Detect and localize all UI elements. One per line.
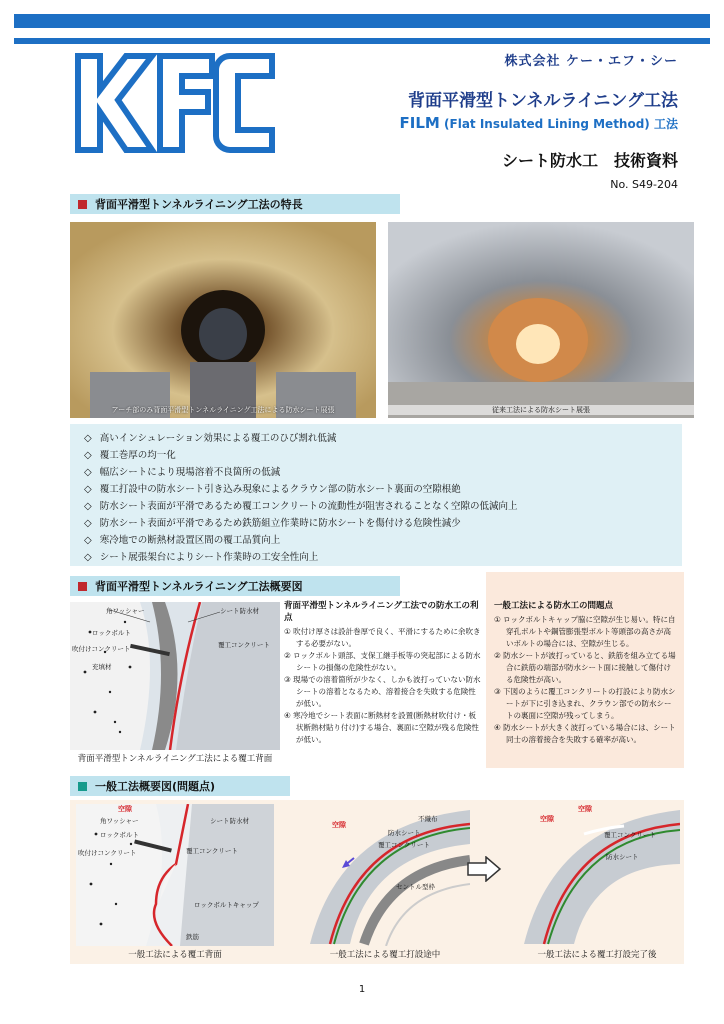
label-void-1: 空隙	[118, 805, 132, 813]
list-item: ◇ 寒冷地での断熱材設置区間の覆工品質向上	[84, 532, 668, 549]
photo-left-caption: アーチ部のみ背面平滑型トンネルライニング工法による防水シート展張	[111, 406, 335, 414]
label-lining: 覆工コンクリート	[218, 641, 270, 649]
diamond-bullet-icon: ◇	[84, 501, 92, 512]
photo-film-method	[70, 222, 376, 418]
diamond-bullet-icon: ◇	[84, 535, 92, 546]
overview-section	[70, 600, 482, 766]
label-washer: 角ワッシャー	[106, 607, 145, 615]
film-suffix: 工法	[653, 117, 678, 131]
right-arrow-icon	[466, 856, 502, 882]
problems-title: 一般工法による防水工の問題点	[494, 601, 614, 611]
overview-diagram-caption: 背面平滑型トンネルライニング工法による覆工背面	[77, 754, 273, 764]
pouring-in-progress-diagram	[300, 804, 470, 946]
list-item: ① 吹付け厚さは設計巻厚で良く、平滑にするために余吹きする必要がない。	[284, 627, 481, 648]
list-item: ◇ 高いインシュレーション効果による覆工のひび割れ低減	[84, 430, 668, 447]
list-item: ④ 寒冷地でシート表面に断熱材を設置(断熱材吹付け・板状断熱材貼り付け)する場合、裏面に空隙が残る危険性が低い。	[284, 711, 479, 744]
label-shotcrete: 吹付けコンクリート	[72, 645, 131, 653]
label-lining-2: 覆工コンクリート	[186, 847, 238, 855]
label-void-4: 空隙	[540, 815, 554, 823]
film-cross-section-diagram	[70, 602, 280, 750]
features-list	[70, 424, 682, 566]
list-item: ◇ 覆工巻厚の均一化	[84, 447, 668, 464]
label-waterproof-1: 防水シート	[388, 829, 421, 837]
problems-block	[486, 572, 684, 768]
pouring-complete-diagram	[514, 804, 680, 946]
top-blue-band	[14, 14, 710, 28]
teal-square-icon	[78, 782, 87, 791]
general-cross-section-diagram	[76, 804, 274, 946]
list-item: ③ 下図のように覆工コンクリートの打設により防水シートが下に引き込まれ、クラウン部での防水シートの裏面に空隙が残ってしまう。	[494, 687, 676, 720]
label-void-2: 空隙	[332, 821, 346, 829]
diamond-bullet-icon: ◇	[84, 484, 92, 495]
general-caption-3: 一般工法による覆工打設完了後	[537, 950, 657, 960]
label-sheet-2: シート防水材	[210, 817, 249, 825]
label-nonwoven: 不織布	[418, 815, 438, 823]
diamond-bullet-icon: ◇	[84, 552, 92, 563]
diamond-bullet-icon: ◇	[84, 518, 92, 529]
kfc-logo	[70, 48, 280, 158]
list-item: ① ロックボルトキャップ脇に空隙が生じ易い。特に自穿孔ボルトや鋼管膨張型ボルト等頭部の高さが高いボルトの場合には、空隙が生じる。	[494, 615, 676, 648]
label-lining-3: 覆工コンクリート	[378, 841, 430, 849]
document-number: No. S49-204	[610, 178, 678, 191]
red-square-icon	[78, 582, 87, 591]
list-item: ④ 防水シートが大きく波打っている場合には、シート同士の溶着接合を失敗する確率が高い。	[494, 723, 676, 744]
red-square-icon	[78, 200, 87, 209]
general-method-section	[70, 800, 684, 964]
label-bolt-cap: ロックボルトキャップ	[194, 901, 259, 909]
general-caption-2: 一般工法による覆工打設途中	[329, 950, 441, 960]
list-item: ◇ 覆工打設中の防水シート引き込み現象によるクラウン部の防水シート裏面の空隙根絶	[84, 481, 668, 498]
list-item: ◇ 防水シート表面が平滑であるため鉄筋組立作業時に防水シートを傷付ける危険性減少	[84, 515, 668, 532]
benefits-title: 背面平滑型トンネルライニング工法での防水工の利点	[284, 601, 479, 623]
label-bolt-2: ロックボルト	[100, 831, 139, 839]
document-title: 背面平滑型トンネルライニング工法	[408, 91, 678, 111]
list-item: ② ロックボルト頭部、支保工継手板等の突起部による防水シートの損傷の危険性がない。	[284, 651, 481, 672]
photo-conventional-method	[388, 222, 694, 418]
list-item: ③ 現場での溶着箇所が少なく、しかも波打っていない防水シートの溶着となるため、溶着接合を失敗する危険性が低い。	[284, 675, 481, 708]
list-item: ◇ シート展張架台によりシート作業時の工安全性向上	[84, 549, 668, 566]
page-number: 1	[358, 984, 366, 995]
diamond-bullet-icon: ◇	[84, 450, 92, 461]
label-bolt: ロックボルト	[92, 629, 131, 637]
label-void-3: 空隙	[578, 805, 592, 813]
company-name: 株式会社 ケー・エフ・シー	[504, 54, 678, 69]
label-waterproof-2: 防水シート	[606, 853, 639, 861]
film-method-name	[400, 114, 678, 132]
list-item: ② 防水シートが波打っていると、鉄筋を組み立てる場合に鉄筋の端部が防水シート面に接触して傷付ける危険性が高い。	[494, 651, 676, 684]
film-expansion: (Flat Insulated Lining Method)	[444, 117, 650, 131]
section-features-heading: 背面平滑型トンネルライニング工法の特長	[70, 194, 400, 214]
diamond-bullet-icon: ◇	[84, 467, 92, 478]
label-rebar: 鉄筋	[186, 933, 199, 941]
section-overview-heading: 背面平滑型トンネルライニング工法概要図	[70, 576, 400, 596]
list-item: ◇ 幅広シートにより現場溶着不良箇所の低減	[84, 464, 668, 481]
label-lining-4: 覆工コンクリート	[604, 831, 656, 839]
benefits-block	[284, 600, 482, 746]
label-shotcrete-2: 吹付けコンクリート	[78, 849, 137, 857]
top-blue-stripe	[14, 38, 710, 44]
label-filler: 充填材	[92, 663, 112, 671]
film-word: FILM	[399, 114, 440, 132]
document-subtitle: シート防水工 技術資料	[501, 151, 678, 170]
label-form: セントル型枠	[396, 883, 435, 891]
label-sheet: シート防水材	[220, 607, 259, 615]
photo-right-caption: 従来工法による防水シート展張	[388, 405, 694, 415]
section-general-heading: 一般工法概要図(問題点)	[70, 776, 290, 796]
label-washer-2: 角ワッシャー	[100, 817, 139, 825]
diamond-bullet-icon: ◇	[84, 433, 92, 444]
general-caption-1: 一般工法による覆工背面	[128, 950, 222, 960]
list-item: ◇ 防水シート表面が平滑であるため覆工コンクリートの流動性が阻害されることなく空隙の低減向上	[84, 498, 668, 515]
